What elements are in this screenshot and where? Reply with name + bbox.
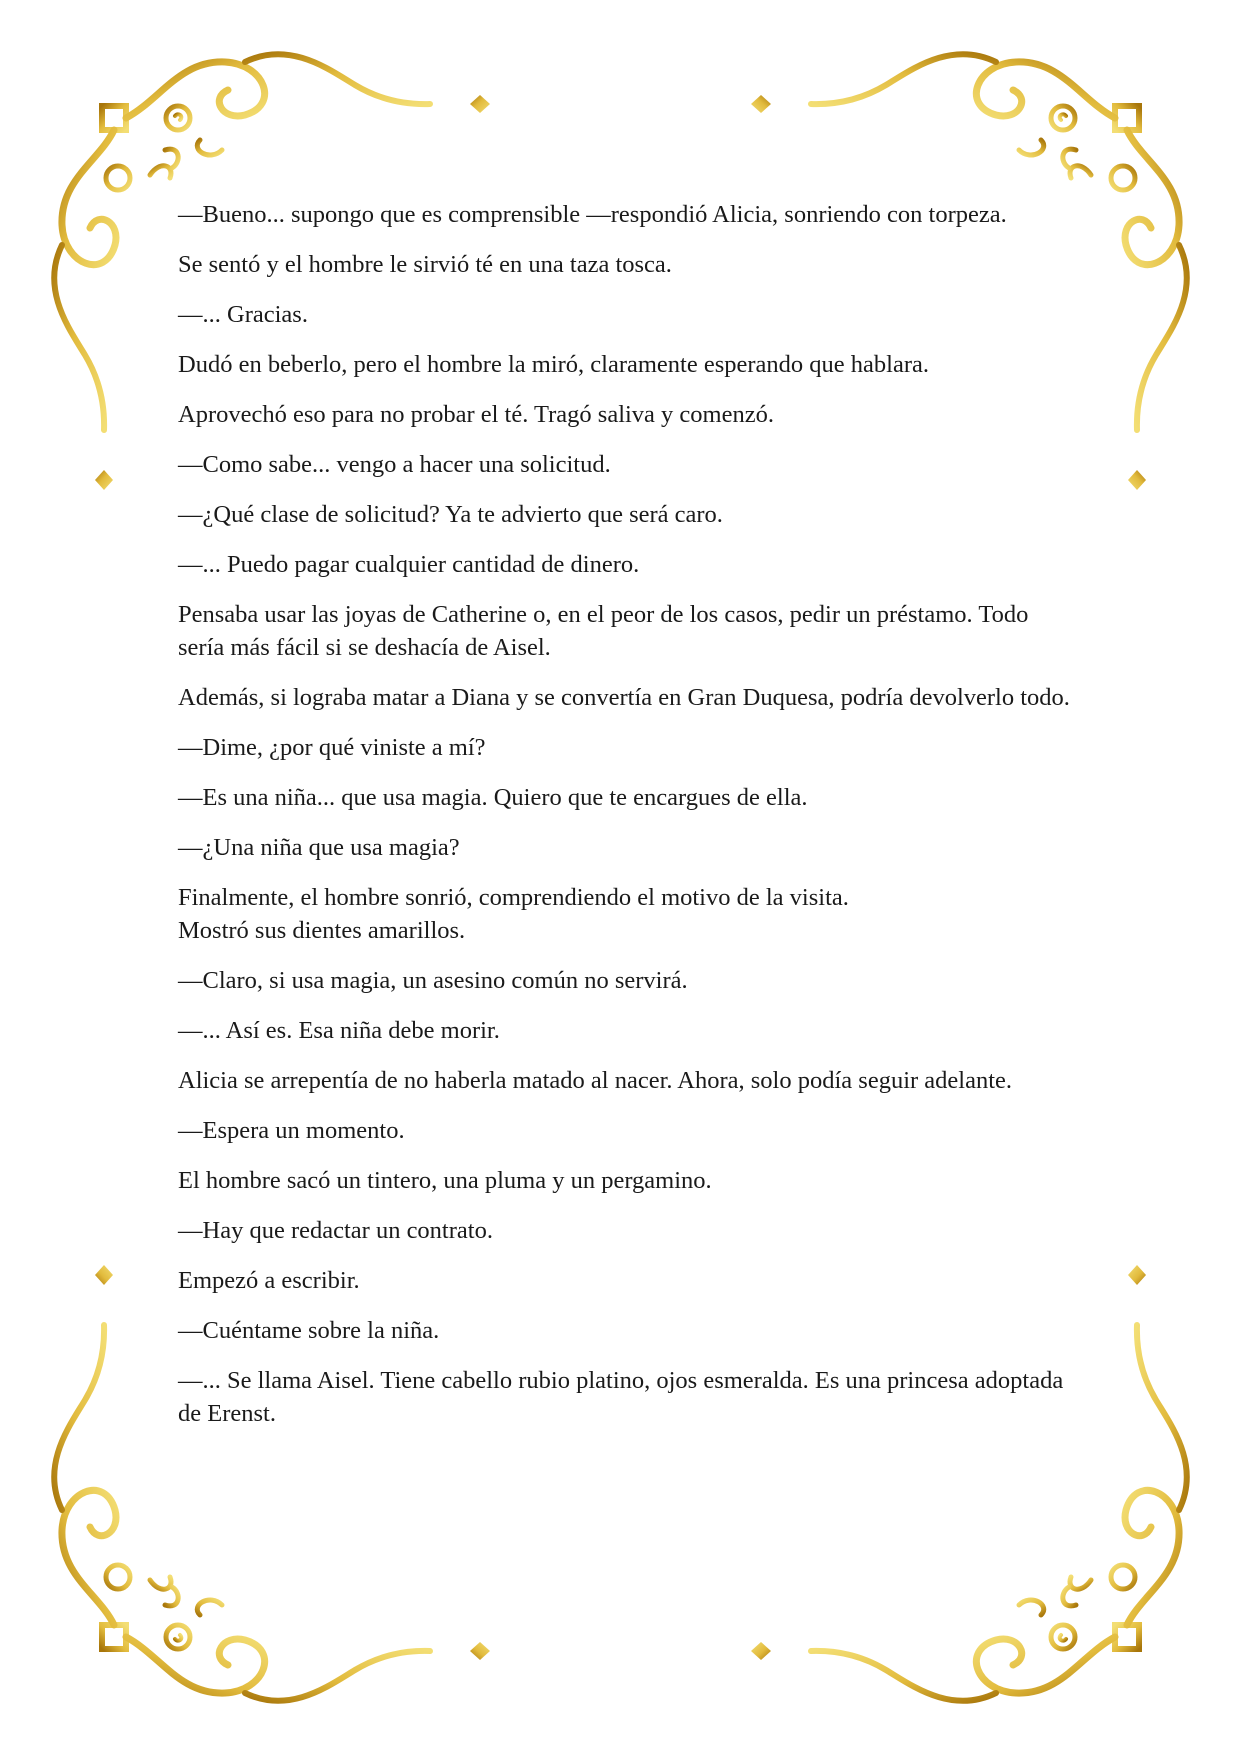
paragraph: El hombre sacó un tintero, una pluma y un pergamino. [178,1167,712,1194]
paragraph: —... Así es. Esa niña debe morir. [178,1017,500,1044]
paragraph: Dudó en beberlo, pero el hombre la miró, claramente esperando que hablara. [178,351,930,378]
paragraph: Además, si lograba matar a Diana y se convertía en Gran Duquesa, podría devolverlo todo. [178,684,1070,711]
paragraph: —¿Qué clase de solicitud? Ya te advierto que será caro. [178,501,723,528]
paragraph: —Es una niña... que usa magia. Quiero que te encargues de ella. [178,784,808,811]
paragraph: —... Gracias. [178,301,308,328]
paragraph: Empezó a escribir. [178,1267,360,1294]
story-text [178,198,1078,1447]
paragraph: Finalmente, el hombre sonrió, comprendiendo el motivo de la visita. Mostró sus dientes amarillos. [178,884,849,944]
paragraph: —Cuéntame sobre la niña. [178,1317,440,1344]
paragraph: Pensaba usar las joyas de Catherine o, en el peor de los casos, pedir un préstamo. Todo sería más fácil si se deshacía de Aisel. [178,601,1029,661]
paragraph: Aprovechó eso para no probar el té. Tragó saliva y comenzó. [178,401,774,428]
paragraph: —... Puedo pagar cualquier cantidad de dinero. [178,551,640,578]
paragraph: —... Se llama Aisel. Tiene cabello rubio platino, ojos esmeralda. Es una princesa adoptada de Erenst. [178,1367,1064,1427]
paragraph: —¿Una niña que usa magia? [178,834,460,861]
paragraph: —Espera un momento. [178,1117,405,1144]
paragraph: —Bueno... supongo que es comprensible —respondió Alicia, sonriendo con torpeza. [178,201,1007,228]
paragraph: Alicia se arrepentía de no haberla matado al nacer. Ahora, solo podía seguir adelante. [178,1067,1013,1094]
paragraph: —Claro, si usa magia, un asesino común no servirá. [178,967,688,994]
paragraph: Se sentó y el hombre le sirvió té en una taza tosca. [178,251,672,278]
paragraph: —Como sabe... vengo a hacer una solicitud. [178,451,611,478]
paragraph: —Hay que redactar un contrato. [178,1217,493,1244]
paragraph: —Dime, ¿por qué viniste a mí? [178,734,486,761]
